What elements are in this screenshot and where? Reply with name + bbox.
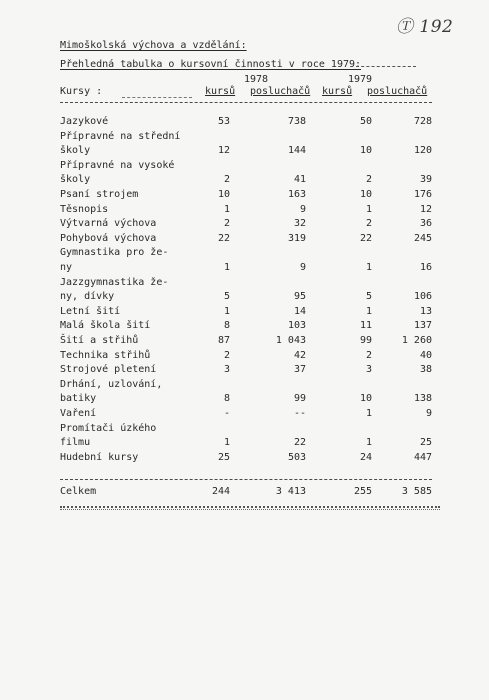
header-posluchacu-1979: posluchačů (367, 86, 428, 97)
kursu-1978: - (223, 408, 230, 419)
table-row (0, 160, 489, 173)
table-row (0, 452, 489, 465)
posluchacu-1979: 120 (413, 145, 432, 157)
total-row (0, 486, 489, 499)
course-name: Technika střihů (60, 349, 151, 361)
course-name: Šití a střihů (60, 335, 139, 346)
total-posluchacu-1979: 3 585 (401, 486, 432, 497)
table-row (0, 247, 489, 260)
kursu-1978: 2 (223, 349, 230, 361)
header-kursy: Kursy : (60, 86, 103, 97)
kursu-1978: 12 (217, 145, 230, 157)
course-name: Promítači úzkého (60, 422, 157, 434)
table-row (0, 335, 489, 348)
table-subtitle: Přehledná tabulka o kursovní činnosti v roce 1979: (60, 59, 362, 70)
kursu-1978: 1 (223, 262, 230, 273)
kursu-1978: 87 (217, 335, 230, 346)
bottom-double-rule (60, 506, 440, 508)
course-name: Vaření (60, 408, 97, 419)
kursu-1978: 2 (223, 174, 230, 186)
kursu-1979: 1 (365, 262, 372, 273)
table-row (0, 423, 489, 436)
course-name: Gymnastika pro že- (60, 247, 169, 259)
table-row (0, 116, 489, 129)
total-kursu-1978: 244 (211, 486, 230, 497)
table-row (0, 408, 489, 421)
table-row (0, 189, 489, 202)
table-row (0, 262, 489, 275)
header-posluchacu-1978: posluchačů (250, 86, 311, 97)
posluchacu-1979: 40 (419, 349, 432, 361)
posluchacu-1978: 738 (287, 116, 306, 127)
posluchacu-1979: 16 (419, 262, 432, 273)
posluchacu-1979: 25 (419, 437, 432, 449)
table-row (0, 437, 489, 450)
header-rule (60, 102, 432, 103)
kursu-1978: 10 (217, 189, 230, 200)
posluchacu-1978: 14 (293, 305, 306, 317)
kursu-1978: 22 (217, 232, 230, 244)
kursu-1979: 1 (365, 408, 372, 419)
table-row (0, 291, 489, 304)
kursu-1978: 53 (217, 116, 230, 127)
course-name: Přípravné na vysoké (60, 159, 175, 171)
kursu-1978: 2 (223, 218, 230, 230)
posluchacu-1978: 9 (299, 203, 306, 215)
table-row (0, 306, 489, 319)
table-row (0, 204, 489, 217)
kursu-1978: 5 (223, 291, 230, 303)
course-name: ny, dívky (60, 291, 115, 303)
kursu-1978: 8 (223, 393, 230, 405)
posluchacu-1978: 163 (287, 189, 306, 200)
kursu-1979: 50 (359, 116, 372, 127)
posluchacu-1978: 32 (293, 218, 306, 230)
posluchacu-1979: 13 (419, 305, 432, 317)
course-name: Letní šití (60, 305, 121, 317)
header-year-1979: 1979 (348, 74, 373, 85)
posluchacu-1979: 245 (413, 232, 432, 244)
kursu-1979: 2 (365, 349, 372, 361)
header-kursu-1979: kursů (322, 86, 353, 97)
course-name: školy (60, 145, 91, 157)
table-row (0, 233, 489, 246)
course-name: Malá škola šití (60, 320, 151, 332)
course-name: filmu (60, 437, 91, 449)
posluchacu-1978: 9 (299, 262, 306, 273)
course-name: Psaní strojem (60, 189, 139, 200)
page-number-mark: Ⓣ (396, 17, 414, 37)
course-name: Pohybová výchova (60, 232, 157, 244)
bottom-double-rule-2 (60, 509, 440, 510)
kursu-1979: 1 (365, 437, 372, 449)
kursu-1979: 22 (359, 232, 372, 244)
course-name: Jazzgymnastika že- (60, 276, 169, 288)
page-number-value: 192 (419, 17, 454, 37)
kursu-1979: 10 (359, 145, 372, 157)
total-label: Celkem (60, 486, 97, 497)
posluchacu-1979: 38 (419, 364, 432, 376)
posluchacu-1978: 144 (287, 145, 306, 157)
total-kursu-1979: 255 (353, 486, 372, 497)
table-row (0, 393, 489, 406)
kursu-1979: 10 (359, 393, 372, 405)
posluchacu-1979: 39 (419, 174, 432, 186)
posluchacu-1978: 37 (293, 364, 306, 376)
kursu-1979: 10 (359, 189, 372, 200)
header-year-1978: 1978 (244, 74, 269, 85)
table-row (0, 277, 489, 290)
kursu-1979: 11 (359, 320, 372, 332)
kursu-1979: 1 (365, 203, 372, 215)
course-name: školy (60, 174, 91, 186)
table-row (0, 145, 489, 158)
posluchacu-1978: 103 (287, 320, 306, 332)
kursu-1978: 1 (223, 305, 230, 317)
header-kursu-1978: kursů (205, 86, 236, 97)
course-name: Hudební kursy (60, 451, 139, 463)
table-row (0, 364, 489, 377)
kursu-1978: 8 (223, 320, 230, 332)
table-row (0, 218, 489, 231)
posluchacu-1979: 106 (413, 291, 432, 303)
kursu-1979: 5 (365, 291, 372, 303)
posluchacu-1978: 22 (293, 437, 306, 449)
kursu-1979: 24 (359, 451, 372, 463)
course-name: Těsnopis (60, 203, 109, 215)
posluchacu-1979: 138 (413, 393, 432, 405)
table-row (0, 350, 489, 363)
course-name: Přípravné na střední (60, 130, 181, 142)
kursu-1978: 3 (223, 364, 230, 376)
posluchacu-1979: 447 (413, 451, 432, 463)
table-row (0, 174, 489, 187)
kursu-1978: 1 (223, 203, 230, 215)
document-title: Mimoškolská výchova a vzdělání: (60, 40, 247, 51)
course-name: Strojové pletení (60, 364, 157, 376)
kursu-1978: 1 (223, 437, 230, 449)
kursu-1979: 2 (365, 174, 372, 186)
total-posluchacu-1978: 3 413 (275, 486, 306, 497)
posluchacu-1978: 503 (287, 451, 306, 463)
kursu-1979: 1 (365, 305, 372, 317)
course-name: batiky (60, 393, 97, 405)
posluchacu-1978: 42 (293, 349, 306, 361)
course-name: Jazykové (60, 116, 109, 127)
posluchacu-1979: 728 (413, 116, 432, 127)
page-number (396, 12, 453, 37)
kursu-1979: 99 (359, 335, 372, 346)
total-rule (60, 479, 432, 480)
table-row (0, 131, 489, 144)
posluchacu-1978: 41 (293, 174, 306, 186)
posluchacu-1979: 1 260 (401, 335, 432, 346)
kursu-1979: 2 (365, 218, 372, 230)
subtitle-dash (356, 66, 416, 67)
kursu-1978: 25 (217, 451, 230, 463)
posluchacu-1978: -- (293, 408, 306, 419)
course-name: Drhání, uzlování, (60, 378, 163, 390)
posluchacu-1979: 176 (413, 189, 432, 200)
kursy-dash (122, 97, 192, 98)
table-row (0, 320, 489, 333)
posluchacu-1978: 95 (293, 291, 306, 303)
course-name: Výtvarná výchova (60, 218, 157, 230)
posluchacu-1979: 12 (419, 203, 432, 215)
posluchacu-1978: 319 (287, 232, 306, 244)
posluchacu-1979: 9 (425, 408, 432, 419)
posluchacu-1978: 99 (293, 393, 306, 405)
posluchacu-1978: 1 043 (275, 335, 306, 346)
table-row (0, 379, 489, 392)
course-name: ny (60, 262, 73, 273)
posluchacu-1979: 137 (413, 320, 432, 332)
kursu-1979: 3 (365, 364, 372, 376)
posluchacu-1979: 36 (419, 218, 432, 230)
